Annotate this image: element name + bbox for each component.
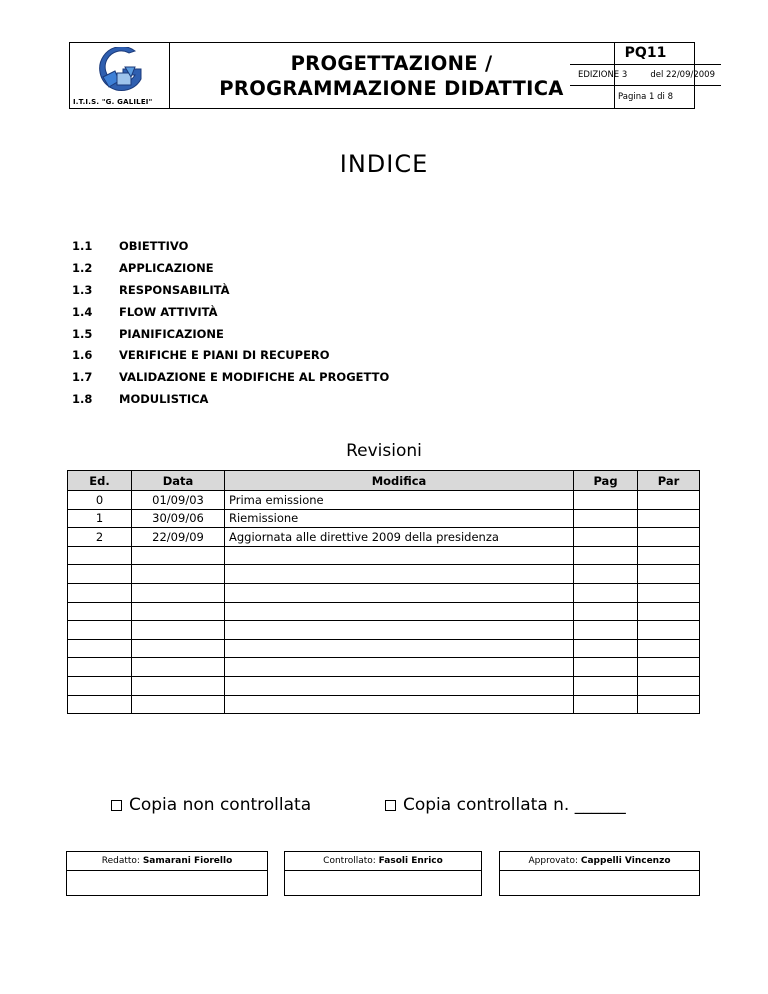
- cell-data: 01/09/03: [132, 491, 225, 510]
- cell-pag: [574, 602, 638, 621]
- table-row: [68, 621, 700, 640]
- controlled-copy-label: Copia controllata n. ______: [403, 795, 626, 815]
- cell-modifica: [225, 676, 574, 695]
- cell-data: [132, 602, 225, 621]
- toc-item-label: OBIETTIVO: [119, 238, 189, 253]
- cell-ed: [68, 695, 132, 714]
- cell-par: [638, 621, 700, 640]
- toc-item: [72, 301, 389, 323]
- uncontrolled-copy-label: Copia non controllata: [129, 795, 312, 815]
- toc-item: [72, 279, 389, 301]
- cell-data: 30/09/06: [132, 509, 225, 528]
- cell-modifica: [225, 546, 574, 565]
- toc-item-number: 1.1: [72, 238, 93, 253]
- table-row: [68, 565, 700, 584]
- revisions-header-row: [68, 471, 700, 491]
- cell-modifica: [225, 639, 574, 658]
- page-number: Pagina 1 di 8: [618, 92, 673, 102]
- signature-approved: [499, 851, 700, 896]
- cell-pag: [574, 491, 638, 510]
- table-row: [68, 509, 700, 528]
- uncontrolled-copy: [111, 795, 311, 815]
- cell-modifica: [225, 621, 574, 640]
- col-header-ed: Ed.: [68, 471, 132, 491]
- toc-item: [72, 235, 389, 257]
- cell-pag: [574, 621, 638, 640]
- index-title: INDICE: [339, 150, 429, 178]
- uncontrolled-copy-checkbox[interactable]: [111, 800, 122, 811]
- table-row: [68, 583, 700, 602]
- cell-pag: [574, 639, 638, 658]
- cell-ed: [68, 676, 132, 695]
- toc-item-number: 1.2: [72, 260, 93, 275]
- cell-par: [638, 658, 700, 677]
- cell-data: 22/09/09: [132, 528, 225, 547]
- col-header-modifica: Modifica: [225, 471, 574, 491]
- cell-modifica: [225, 695, 574, 714]
- school-logo-icon: [95, 47, 145, 93]
- cell-ed: [68, 602, 132, 621]
- cell-data: [132, 583, 225, 602]
- toc-item-number: 1.7: [72, 370, 93, 385]
- toc-item: [72, 388, 389, 410]
- cell-pag: [574, 528, 638, 547]
- cell-modifica: [225, 565, 574, 584]
- cell-par: [638, 565, 700, 584]
- revisions-table: [67, 470, 700, 714]
- cell-ed: 1: [68, 509, 132, 528]
- table-row: [68, 546, 700, 565]
- edition-label: EDIZIONE 3: [578, 70, 628, 80]
- cell-pag: [574, 676, 638, 695]
- edition-row: [570, 65, 721, 86]
- approved-label: Approvato:: [528, 856, 578, 866]
- cell-modifica: [225, 583, 574, 602]
- toc-item-number: 1.4: [72, 304, 93, 319]
- controlled-copy-checkbox[interactable]: [385, 800, 396, 811]
- toc-item-number: 1.5: [72, 326, 93, 341]
- revisions-title: Revisioni: [346, 441, 422, 461]
- toc-item: [72, 323, 389, 345]
- cell-par: [638, 509, 700, 528]
- toc-item-label: MODULISTICA: [119, 392, 209, 407]
- cell-pag: [574, 695, 638, 714]
- cell-modifica: Prima emissione: [225, 491, 574, 510]
- cell-pag: [574, 546, 638, 565]
- col-header-data: Data: [132, 471, 225, 491]
- toc-item: [72, 366, 389, 388]
- title-line-2: PROGRAMMAZIONE DIDATTICA: [219, 76, 564, 100]
- title-line-1: PROGETTAZIONE /: [290, 51, 493, 75]
- cell-data: [132, 639, 225, 658]
- signature-checked-header: [285, 852, 481, 871]
- cell-modifica: Aggiornata alle direttive 2009 della presidenza: [225, 528, 574, 547]
- cell-par: [638, 546, 700, 565]
- school-name: I.T.I.S. "G. GALILEI": [73, 98, 153, 106]
- document-header: [69, 42, 715, 109]
- cell-par: [638, 676, 700, 695]
- controlled-copy: [385, 795, 626, 815]
- signature-approved-header: [500, 852, 699, 871]
- cell-ed: [68, 565, 132, 584]
- cell-data: [132, 546, 225, 565]
- table-row: [68, 639, 700, 658]
- toc-item: [72, 257, 389, 279]
- checked-name: Fasoli Enrico: [378, 856, 443, 866]
- cell-par: [638, 695, 700, 714]
- toc-item-label: RESPONSABILITÀ: [119, 282, 230, 297]
- toc-item-number: 1.6: [72, 348, 93, 363]
- toc-item-label: VALIDAZIONE E MODIFICHE AL PROGETTO: [119, 370, 390, 385]
- cell-modifica: [225, 602, 574, 621]
- cell-ed: [68, 621, 132, 640]
- cell-data: [132, 695, 225, 714]
- cell-data: [132, 658, 225, 677]
- table-row: [68, 602, 700, 621]
- checked-label: Controllato:: [323, 856, 376, 866]
- toc-item-label: PIANIFICAZIONE: [119, 326, 224, 341]
- cell-modifica: Riemissione: [225, 509, 574, 528]
- cell-pag: [574, 565, 638, 584]
- cell-ed: [68, 546, 132, 565]
- cell-pag: [574, 658, 638, 677]
- cell-par: [638, 583, 700, 602]
- cell-data: [132, 565, 225, 584]
- logo-cell: [70, 43, 170, 108]
- document-code: PQ11: [570, 43, 721, 65]
- cell-modifica: [225, 658, 574, 677]
- col-header-par: Par: [638, 471, 700, 491]
- table-row: [68, 676, 700, 695]
- table-row: [68, 491, 700, 510]
- edition-date: del 22/09/2009: [650, 70, 715, 80]
- cell-ed: [68, 639, 132, 658]
- cell-par: [638, 602, 700, 621]
- col-header-pag: Pag: [574, 471, 638, 491]
- document-title: [169, 43, 615, 108]
- cell-data: [132, 621, 225, 640]
- table-row: [68, 658, 700, 677]
- cell-pag: [574, 583, 638, 602]
- approved-name: Cappelli Vincenzo: [580, 856, 671, 866]
- table-row: [68, 528, 700, 547]
- cell-ed: [68, 583, 132, 602]
- toc-item-label: VERIFICHE E PIANI DI RECUPERO: [119, 348, 330, 363]
- table-row: [68, 695, 700, 714]
- signature-checked: [284, 851, 482, 896]
- table-of-contents: [72, 235, 389, 410]
- cell-ed: 0: [68, 491, 132, 510]
- signature-drafted-header: [67, 852, 267, 871]
- cell-ed: [68, 658, 132, 677]
- toc-item: [72, 344, 389, 366]
- cell-par: [638, 639, 700, 658]
- drafted-name: Samarani Fiorello: [142, 856, 233, 866]
- cell-par: [638, 528, 700, 547]
- cell-data: [132, 676, 225, 695]
- toc-item-number: 1.3: [72, 282, 93, 297]
- cell-ed: 2: [68, 528, 132, 547]
- cell-par: [638, 491, 700, 510]
- toc-item-label: FLOW ATTIVITÀ: [119, 304, 218, 319]
- cell-pag: [574, 509, 638, 528]
- document-code-cell: [578, 43, 715, 108]
- toc-item-label: APPLICAZIONE: [119, 260, 214, 275]
- drafted-label: Redatto:: [101, 856, 140, 866]
- signature-drafted: [66, 851, 268, 896]
- toc-item-number: 1.8: [72, 392, 93, 407]
